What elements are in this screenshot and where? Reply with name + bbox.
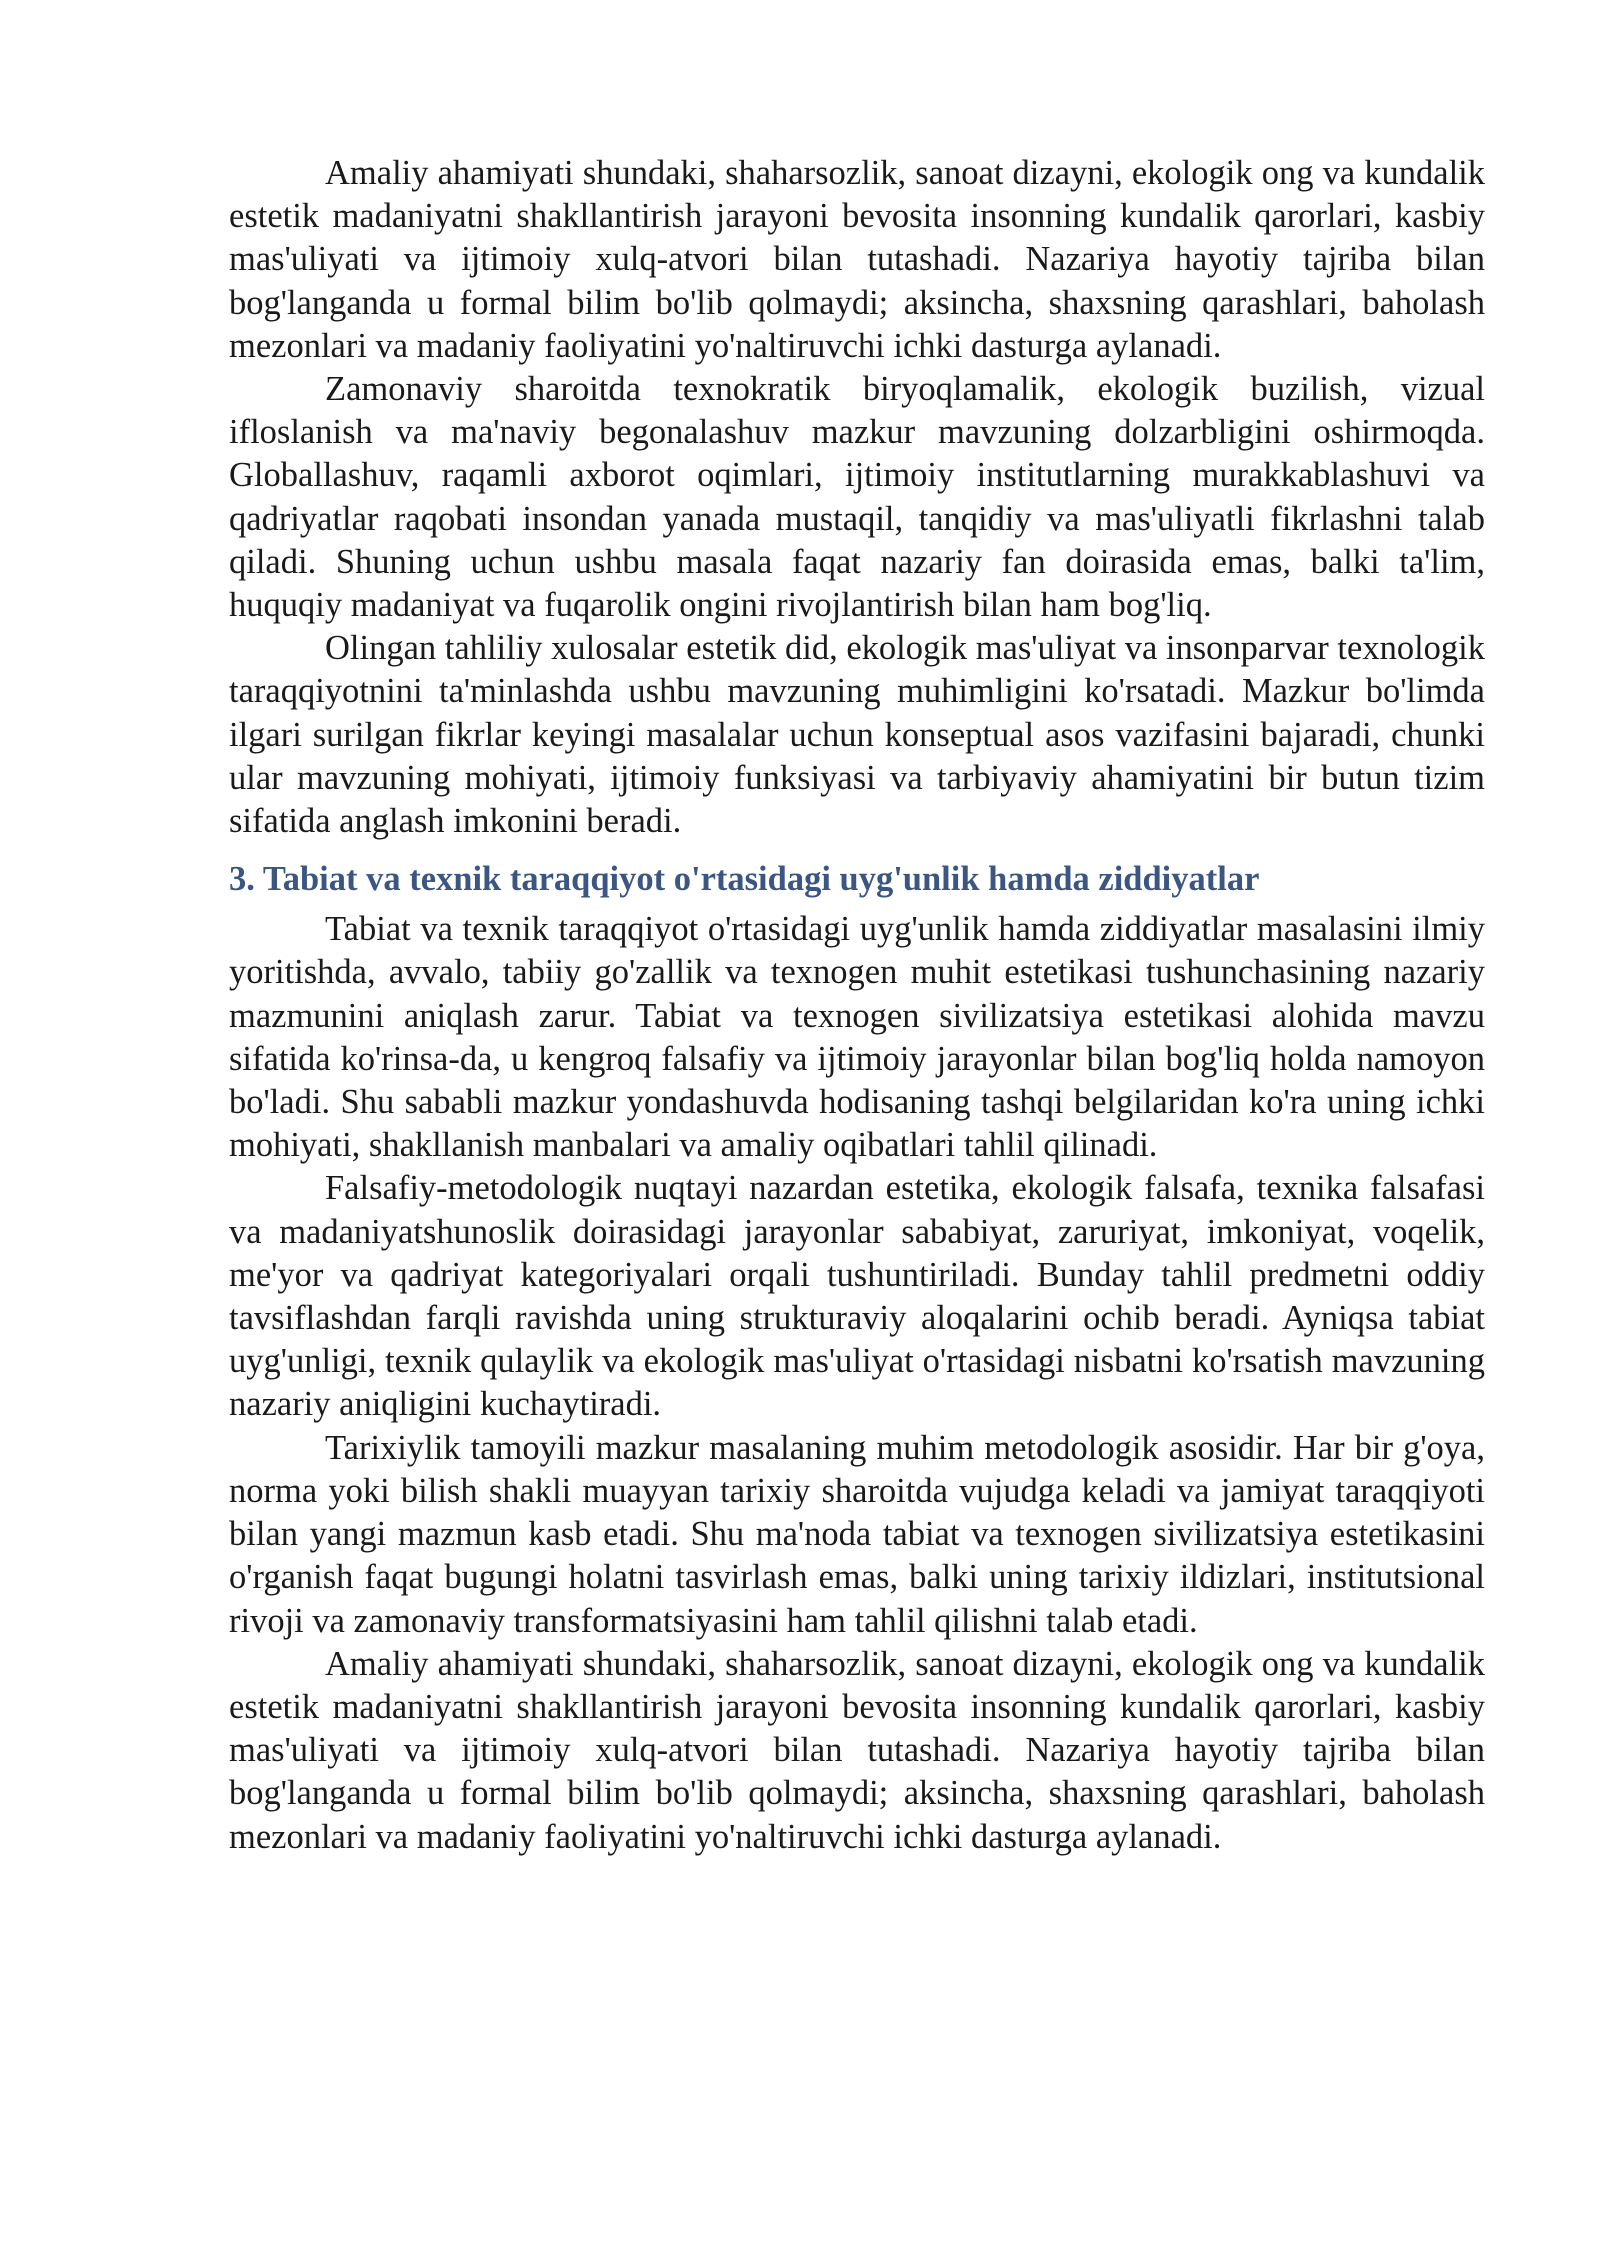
document-page	[229, 152, 1485, 1859]
paragraph: Tarixiylik tamoyili mazkur masalaning muhim metodologik asosidir. Har bir g'oya, norma yoki bilish shakli muayyan tarixiy sharoitda vujudga keladi va jamiyat taraqqiyoti bilan yangi mazmun kasb etadi. Shu ma'noda tabiat va texnogen sivilizatsiya estetikasini o'rganish faqat bugungi holatni tasvirlash emas, balki uning tarixiy ildizlari, institutsional rivoji va zamonaviy transformatsiyasini ham tahlil qilishni talab etadi.	[229, 1428, 1485, 1640]
paragraph: Amaliy ahamiyati shundaki, shaharsozlik, sanoat dizayni, ekologik ong va kundalik estetik madaniyatni shakllantirish jarayoni bevosita insonning kundalik qarorlari, kasbiy mas'uliyati va ijtimoiy xulq-atvori bilan tutashadi. Nazariya hayotiy tajriba bilan bog'langanda u formal bilim bo'lib qolmaydi; aksincha, shaxsning qarashlari, baholash mezonlari va madaniy faoliyatini yo'naltiruvchi ichki dasturga aylanadi.	[229, 1644, 1485, 1856]
paragraph: Zamonaviy sharoitda texnokratik biryoqlamalik, ekologik buzilish, vizual ifloslanish va ma'naviy begonalashuv mazkur mavzuning dolzarbligini oshirmoqda. Globallashuv, raqamli axborot oqimlari, ijtimoiy institutlarning murakkablashuvi va qadriyatlar raqobati insondan yanada mustaqil, tanqidiy va mas'uliyatli fikrlashni talab qiladi. Shuning uchun ushbu masala faqat nazariy fan doirasida emas, balki ta'lim, huquqiy madaniyat va fuqarolik ongini rivojlantirish bilan ham bog'liq.	[229, 370, 1485, 625]
paragraph: Olingan tahliliy xulosalar estetik did, ekologik mas'uliyat va insonparvar texnologik taraqqiyotnini ta'minlashda ushbu mavzuning muhimligini ko'rsatadi. Mazkur bo'limda ilgari surilgan fikrlar keyingi masalalar uchun konseptual asos vazifasini bajaradi, chunki ular mavzuning mohiyati, ijtimoiy funksiyasi va tarbiyaviy ahamiyatini bir butun tizim sifatida anglash imkonini beradi.	[229, 629, 1485, 841]
paragraph: Amaliy ahamiyati shundaki, shaharsozlik, sanoat dizayni, ekologik ong va kundalik estetik madaniyatni shakllantirish jarayoni bevosita insonning kundalik qarorlari, kasbiy mas'uliyati va ijtimoiy xulq-atvori bilan tutashadi. Nazariya hayotiy tajriba bilan bog'langanda u formal bilim bo'lib qolmaydi; aksincha, shaxsning qarashlari, baholash mezonlari va madaniy faoliyatini yo'naltiruvchi ichki dasturga aylanadi.	[229, 154, 1485, 365]
paragraph: Falsafiy-metodologik nuqtayi nazardan estetika, ekologik falsafa, texnika falsafasi va madaniyatshunoslik doirasidagi jarayonlar sababiyat, zaruriyat, imkoniyat, voqelik, me'yor va qadriyat kategoriyalari orqali tushuntiriladi. Bunday tahlil predmetni oddiy tavsiflashdan farqli ravishda uning strukturaviy aloqalarini ochib beradi. Ayniqsa tabiat uyg'unligi, texnik qulaylik va ekologik mas'uliyat o'rtasidagi nisbatni ko'rsatish mavzuning nazariy aniqligini kuchaytiradi.	[229, 1169, 1485, 1424]
section-heading: 3. Tabiat va texnik taraqqiyot o'rtasidagi uyg'unlik hamda ziddiyatlar	[229, 860, 1260, 899]
paragraph: Tabiat va texnik taraqqiyot o'rtasidagi uyg'unlik hamda ziddiyatlar masalasini ilmiy yoritishda, avvalo, tabiiy go'zallik va texnogen muhit estetikasi tushunchasining nazariy mazmunini aniqlash zarur. Tabiat va texnogen sivilizatsiya estetikasi alohida mavzu sifatida ko'rinsa-da, u kengroq falsafiy va ijtimoiy jarayonlar bilan bog'liq holda namoyon bo'ladi. Shu sababli mazkur yondashuvda hodisaning tashqi belgilaridan ko'ra uning ichki mohiyati, shakllanish manbalari va amaliy oqibatlari tahlil qilinadi.	[229, 910, 1485, 1165]
